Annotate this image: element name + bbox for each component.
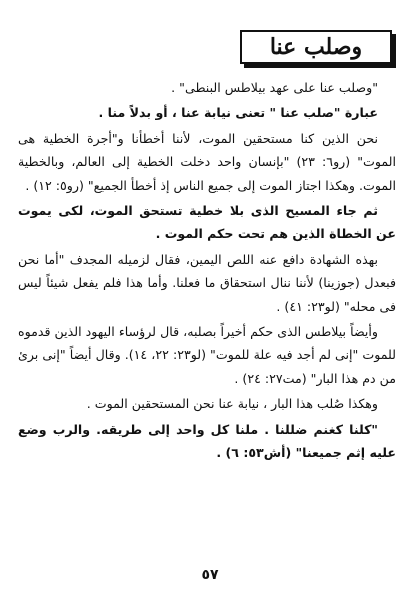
- thief-testimony-paragraph: بهذه الشهادة دافع عنه اللص اليمين، فقال لزميله المجدف "أما نحن فبعدل (جوزينا) لأننا ننال استحقاق ما فعلنا. وأما هذا فلم يفعل شيئاً ليس فى محله" (لو٢٣: ٤١) .: [18, 251, 396, 314]
- righteous-crucified-paragraph: وهكذا صُلب هذا البار ، نيابة عنا نحن المستحقين الموت .: [86, 396, 378, 412]
- definition-paragraph: عبارة "صلب عنا " تعنى نيابة عنا ، أو بدلاً منا .: [98, 105, 378, 121]
- page-number: ٥٧: [201, 567, 219, 583]
- isaiah-quote-paragraph: "كلنا كغنم ضللنا . ملنا كل واحد إلى طريقه. والرب وضع عليه إثم جميعنا" (أش٥٣: ٦) .: [18, 421, 396, 461]
- creed-quote-paragraph: "وصلب عنا على عهد بيلاطس البنطى" .: [171, 80, 378, 95]
- christ-came-paragraph: ثم جاء المسيح الذى بلا خطية تستحق الموت، لكى يموت عن الخطاة الذين هم تحت حكم الموت .: [18, 203, 396, 242]
- pilate-testimony-paragraph: وأيضاً بيلاطس الذى حكم أخيراً بصلبه، قال لرؤساء اليهود الذين قدموه للموت "إنى لم أجد فيه علة للموت" (لو٢٣: ٢٢، ١٤). وقال أيضاً "إنى برئ من دم هذا البار" (مت٢٧: ٢٤) .: [18, 324, 396, 386]
- chapter-heading: وصلب عنا: [269, 34, 363, 60]
- chapter-heading-box: [240, 30, 392, 64]
- sin-death-paragraph: نحن الذين كنا مستحقين الموت، لأننا أخطأنا و"أجرة الخطية هى الموت" (رو٦: ٢٣) "بإنسان واحد دخلت الخطية إلى العالم، وبالخطية الموت. وهكذا اجتاز الموت إلى جميع الناس إذ أخطأ الجميع" (رو٥: ١٢) .: [18, 130, 397, 193]
- page-body: [18, 76, 396, 467]
